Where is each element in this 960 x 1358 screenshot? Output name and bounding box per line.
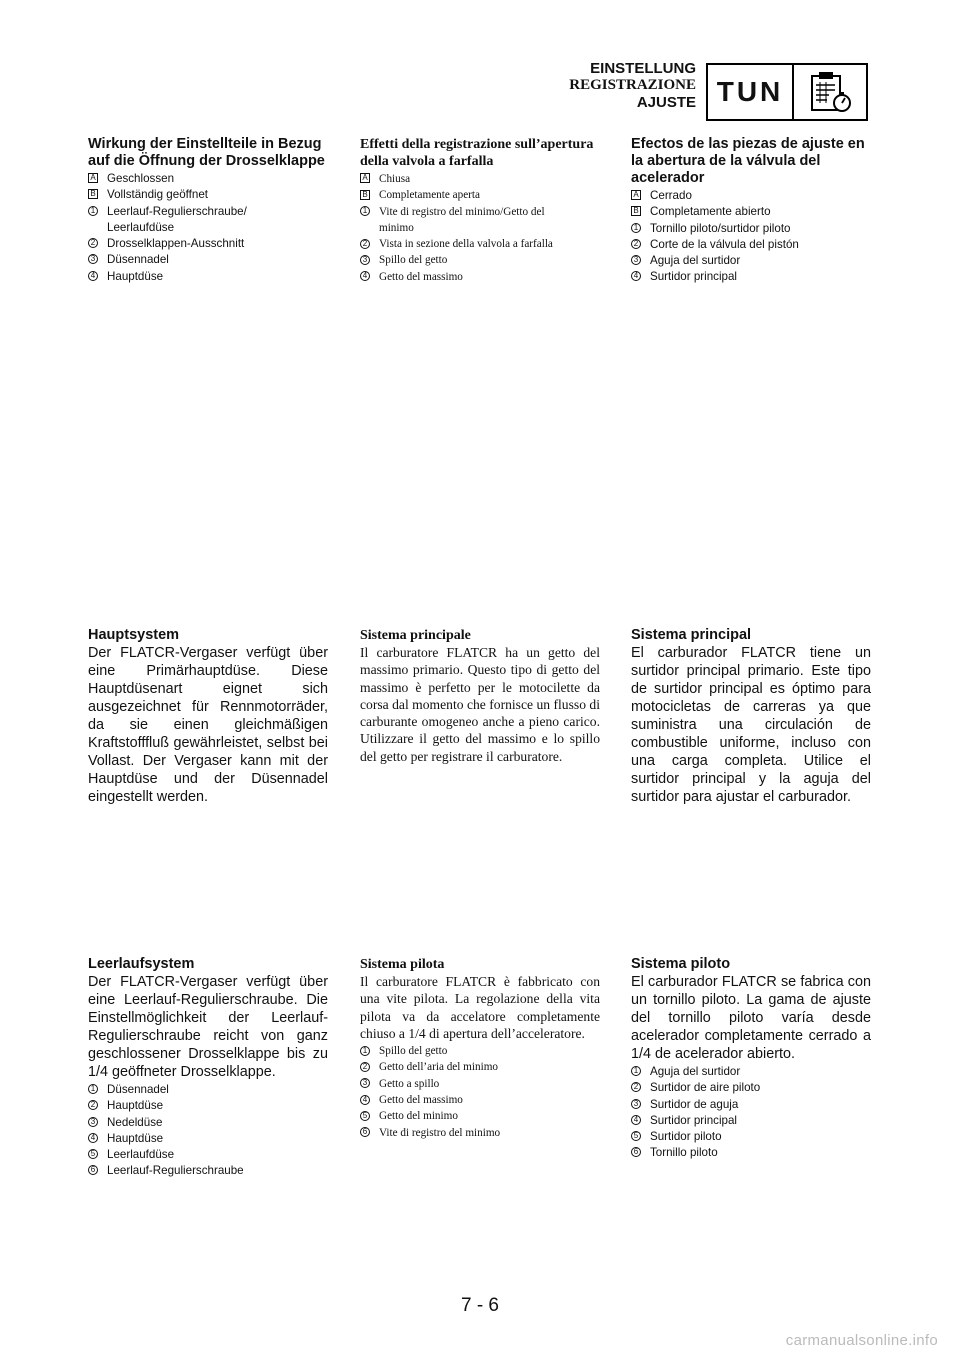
legend-item	[631, 269, 871, 285]
s3-de-legend	[88, 1082, 328, 1180]
legend-marker: 1	[88, 206, 98, 216]
legend-item	[360, 1125, 600, 1141]
legend-text: minimo	[379, 221, 414, 234]
legend-item	[360, 1076, 600, 1092]
legend-text: Getto del minimo	[379, 1110, 458, 1123]
legend-marker: 6	[631, 1147, 641, 1157]
legend-item	[88, 1115, 328, 1131]
legend-item	[360, 269, 600, 285]
legend-marker: B	[360, 190, 370, 200]
legend-item	[360, 1108, 600, 1124]
s3-it-text: Il carburatore FLATCR è fabbricato con una vite pilota. La regolazione della vita pilota va da accelatore completamente chiuso a 1/4 di apertura dell’acceleratore.	[360, 974, 600, 1041]
legend-text: Corte de la válvula del pistón	[650, 237, 799, 251]
legend-item	[631, 188, 871, 204]
legend-marker: 3	[631, 1099, 641, 1109]
s3-es-legend	[631, 1064, 871, 1162]
legend-marker: 4	[360, 1095, 370, 1105]
legend-item	[360, 1043, 600, 1059]
s1-de-title: Wirkung der Einstellteile in Bezug auf die Öffnung der Drosselklappe	[88, 136, 325, 169]
legend-item	[88, 1098, 328, 1114]
legend-item	[88, 1082, 328, 1098]
legend-marker: 3	[88, 1117, 98, 1127]
legend-item	[88, 220, 328, 236]
s3-it-title: Sistema pilota	[360, 957, 445, 972]
legend-text: Leerlauf-Regulierschraube	[107, 1164, 244, 1178]
s3-es-title: Sistema piloto	[631, 956, 731, 972]
legend-text: Getto del massimo	[379, 270, 463, 283]
legend-marker: 4	[631, 1115, 641, 1125]
legend-text: Aguja del surtidor	[650, 1065, 741, 1078]
legend-text: Completamente abierto	[650, 205, 771, 219]
legend-text: Surtidor de aire piloto	[650, 1081, 761, 1095]
s1-es-legend	[631, 188, 871, 286]
legend-text: Hauptdüse	[107, 1099, 164, 1113]
legend-item	[631, 221, 871, 237]
legend-item	[631, 1097, 871, 1113]
legend-marker: 1	[360, 206, 370, 216]
legend-marker: 3	[360, 1078, 370, 1088]
legend-item	[88, 1131, 328, 1147]
legend-text: Surtidor principal	[650, 1113, 737, 1127]
legend-text: Spillo del getto	[379, 254, 448, 267]
s3-de-title: Leerlaufsystem	[88, 956, 195, 972]
s2-de-text: Der FLATCR-Vergaser verfügt über eine Primärhauptdüse. Diese Hauptdüsenart eignet sich ausgezeichnet für Rennmotorräder, da sie einen gleichmäßigen Kraftstofffluß gewährleistet, selbst bei Vollast. Der Vergaser kann mit der Hauptdüse und der Düsennadel eingestellt werden.	[88, 645, 328, 805]
legend-text: Aguja del surtidor	[650, 254, 741, 268]
legend-marker: 4	[88, 1133, 98, 1143]
s2-it-title: Sistema principale	[360, 628, 471, 643]
legend-item	[88, 171, 328, 187]
legend-text: Düsennadel	[107, 1083, 169, 1096]
legend-text: Surtidor principal	[650, 270, 737, 284]
legend-text: Tornillo piloto	[650, 1146, 718, 1160]
section-code: TUN	[708, 65, 794, 119]
s3-es-block	[631, 956, 871, 1162]
header-title-it: REGISTRAZIONE	[569, 77, 696, 93]
section-header	[569, 60, 696, 111]
legend-item	[631, 1129, 871, 1145]
legend-item	[631, 237, 871, 253]
header-title-es: AJUSTE	[636, 94, 696, 111]
legend-marker: 4	[360, 271, 370, 281]
s3-de-block	[88, 956, 328, 1180]
section-code-box	[706, 63, 868, 121]
legend-marker: 1	[631, 1066, 641, 1076]
legend-item	[631, 1064, 871, 1080]
legend-marker: 1	[360, 1046, 370, 1056]
legend-text: Cerrado	[650, 189, 692, 202]
s3-de-text: Der FLATCR-Vergaser verfügt über eine Leerlauf-Regulierschraube. Die Einstellmöglichkeit der Leerlauf-Regulierschraube reicht von ganz geschlossener Drosselklappe bis zu 1/4 geöffneter Drosselklappe.	[88, 974, 328, 1080]
legend-item	[88, 187, 328, 203]
s3-es-text: El carburador FLATCR se fabrica con un tornillo piloto. La gama de ajuste del tornillo piloto varía desde acelerador completamente cerrado a 1/4 de acelerador abierto.	[631, 974, 871, 1062]
legend-item	[88, 252, 328, 268]
legend-marker: 6	[88, 1165, 98, 1175]
legend-text: Getto dell’aria del minimo	[379, 1061, 498, 1074]
clipboard-stopwatch-icon	[794, 65, 866, 119]
legend-item	[631, 253, 871, 269]
watermark: carmanualsonline.info	[785, 1332, 938, 1349]
legend-marker: 2	[360, 239, 370, 249]
legend-text: Getto del massimo	[379, 1094, 463, 1107]
legend-text: Düsennadel	[107, 253, 169, 267]
s2-es-text: El carburador FLATCR tiene un surtidor principal primario. Este tipo de surtidor principal es óptimo para motocicletas de carreras ya que suministra una circulación de combustible uniforme, incluso con una carga completa. Utilice el surtidor principal y la aguja del surtidor para ajustar el carburador.	[631, 645, 871, 805]
legend-marker: 6	[360, 1127, 370, 1137]
legend-text: Geschlossen	[107, 172, 175, 185]
legend-item	[631, 204, 871, 220]
legend-item	[360, 171, 600, 187]
s3-it-legend	[360, 1043, 600, 1141]
legend-item	[88, 204, 328, 220]
s1-es-title: Efectos de las piezas de ajuste en la abertura de la válvula del acelerador	[631, 136, 865, 186]
legend-marker: 2	[88, 238, 98, 248]
s2-de-block	[88, 627, 328, 806]
legend-item	[360, 1092, 600, 1108]
legend-text: Vollständig geöffnet	[107, 188, 208, 202]
legend-marker: B	[88, 189, 98, 199]
s2-es-title: Sistema principal	[631, 627, 752, 643]
s1-de-block	[88, 136, 328, 285]
legend-item	[88, 269, 328, 285]
legend-text: Hauptdüse	[107, 1131, 164, 1145]
legend-marker: 3	[88, 254, 98, 264]
legend-text: Tornillo piloto/surtidor piloto	[650, 221, 791, 235]
legend-marker: 1	[631, 223, 641, 233]
legend-marker: A	[88, 173, 98, 183]
legend-text: Getto a spillo	[379, 1077, 440, 1090]
legend-marker: 5	[360, 1111, 370, 1121]
s2-it-block	[360, 627, 600, 765]
s2-de-title: Hauptsystem	[88, 627, 180, 643]
legend-text: Spillo del getto	[379, 1045, 448, 1058]
legend-marker: 4	[631, 271, 641, 281]
s1-it-title: Effetti della registrazione sull’apertura della valvola a farfalla	[360, 137, 594, 169]
page-number: 7 - 6	[460, 1295, 500, 1316]
legend-text: Vite di registro del minimo	[379, 1126, 501, 1139]
legend-text: Surtidor de aguja	[650, 1097, 739, 1111]
legend-text: Leerlauf-Regulierschraube/	[107, 204, 247, 218]
legend-marker: 5	[631, 1131, 641, 1141]
legend-marker: B	[631, 206, 641, 216]
legend-item	[88, 236, 328, 252]
legend-marker: A	[360, 173, 370, 183]
legend-item	[631, 1080, 871, 1096]
legend-marker: 2	[360, 1062, 370, 1072]
legend-text: Drosselklappen-Ausschnitt	[107, 237, 245, 251]
legend-text: Nedeldüse	[107, 1115, 163, 1129]
legend-marker: A	[631, 190, 641, 200]
s2-es-block	[631, 627, 871, 806]
legend-text: Leerlaufdüse	[107, 1148, 175, 1162]
legend-item	[88, 1147, 328, 1163]
legend-text: Surtidor piloto	[650, 1130, 722, 1144]
s1-it-block	[360, 136, 600, 285]
legend-marker: 2	[88, 1100, 98, 1110]
legend-item	[360, 204, 600, 220]
legend-text: Leerlaufdüse	[107, 220, 175, 234]
legend-marker: 5	[88, 1149, 98, 1159]
legend-item	[360, 220, 600, 236]
s1-it-legend	[360, 171, 600, 285]
legend-marker: 3	[631, 255, 641, 265]
legend-item	[360, 252, 600, 268]
legend-text: Vista in sezione della valvola a farfalla	[379, 238, 553, 251]
legend-item	[88, 1163, 328, 1179]
legend-marker: 2	[631, 239, 641, 249]
legend-item	[360, 236, 600, 252]
legend-marker: 4	[88, 271, 98, 281]
legend-item	[360, 1059, 600, 1075]
legend-text: Vite di registro del minimo/Getto del	[379, 205, 545, 218]
legend-item	[360, 187, 600, 203]
legend-marker: 1	[88, 1084, 98, 1094]
legend-text: Completamente aperta	[379, 189, 480, 202]
header-title-de: EINSTELLUNG	[590, 60, 696, 77]
s1-es-block	[631, 136, 871, 286]
legend-marker: 3	[360, 255, 370, 265]
s3-it-block	[360, 956, 600, 1141]
s1-de-legend	[88, 171, 328, 285]
legend-item	[631, 1145, 871, 1161]
legend-text: Hauptdüse	[107, 269, 164, 283]
legend-item	[631, 1113, 871, 1129]
legend-marker: 2	[631, 1082, 641, 1092]
legend-text: Chiusa	[379, 173, 411, 185]
s2-it-text: Il carburatore FLATCR ha un getto del massimo primario. Questo tipo di getto del massimo è perfetto per le motocilette da corsa dal momento che fornisce un flusso di carburante omogeneo anche a pieno carico. Utilizzare il getto del massimo e lo spillo del getto per registrare il carburatore.	[360, 645, 600, 764]
